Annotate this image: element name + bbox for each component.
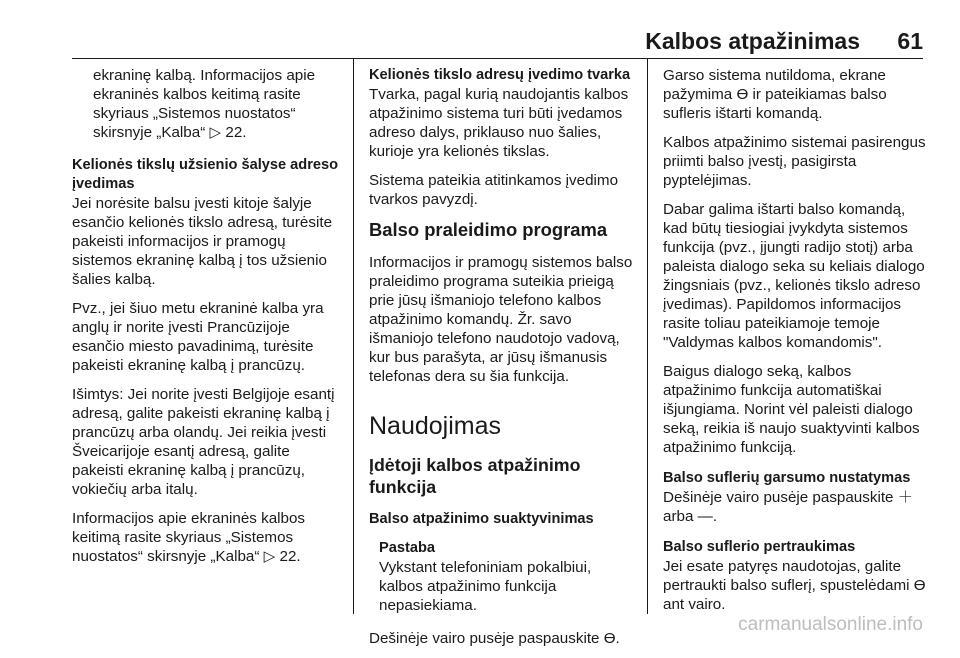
paragraph: Garso sistema nutildoma, ekrane pažymima ϴ ir pateikiamas balso sufleris ištarti komandą. [663,67,887,122]
column-divider [353,59,354,614]
paragraph: Sistema pateikia atitinkamos įvedimo tvarkos pavyzdį. [369,172,619,208]
plus-icon: ＋ [897,489,913,506]
header-rule [72,58,923,59]
chapter-title: Naudojimas [369,412,502,440]
page-header-title: Kalbos atpažinimas [645,28,860,54]
paragraph: Informacijos ir pramogų sistemos balso praleidimo programa suteikia prieigą prie jūsų išmaniojo telefono kalbos atpažinimo komandų. Žr. savo išmaniojo telefono naudotojo vadovą, kur bus parašyta, ar jūsų išmanusis telefonas dera su šia funkcija. [369,254,633,385]
page-number: 61 [897,28,923,54]
paragraph: Dešinėje vairo pusėje paspauskite ϴ. [369,630,620,647]
column-divider [647,59,648,614]
subheading: Balso atpažinimo suaktyvinimas [369,511,594,527]
column-2 [369,66,637,658]
column-3 [663,66,928,624]
subsection-title: Įdėtoji kalbos atpažinimo funkcija [369,455,581,497]
paragraph: Dešinėje vairo pusėje paspauskite ＋ arba —. [663,489,913,525]
column-1 [72,66,342,576]
paragraph: Kalbos atpažinimo sistemai pasirengus priimti balso įvestį, pasigirsta pyptelėjimas. [663,134,926,189]
paragraph: Jei norėsite balsu įvesti kitoje šalyje esančio kelionės tikslo adresą, turėsite pakeisti informacijos ir pramogų sistemos ekraninę kalbą į tos užsienio šalies kalbą. [72,195,333,288]
paragraph: Informacijos apie ekraninės kalbos keitimą rasite skyriaus „Sistemos nuostatos“ skirsnyje „Kalba“ ▷ 22. [72,510,305,565]
subheading: Balso suflerių garsumo nustatymas [663,470,911,486]
note-title: Pastaba [379,540,435,556]
section-heading: Kelionės tikslo adresų įvedimo tvarka [369,67,631,83]
reference-arrow-icon: ▷ [263,548,276,565]
minus-icon: — [697,508,713,525]
paragraph: Išimtys: Jei norite įvesti Belgijoje esantį adresą, galite pakeisti ekraninę kalbą į prancūzų arba olandų. Jei reikia įvesti Šveicarijoje esantį adresą, galite pakeisti ekraninę kalbą į prancūzų, vokiečių arba italų. [72,386,335,498]
reference-arrow-icon: ▷ [209,124,222,141]
paragraph: Tvarka, pagal kurią naudojantis kalbos atpažinimo sistema turi būti įvedamos adreso dalys, priklauso nuo šalies, kurioje yra kelionės tikslas. [369,86,629,160]
voice-recognition-icon: ϴ [603,630,616,647]
section-heading: Kelionės tikslų užsienio šalyse adreso įvedimas [72,157,339,192]
section-title: Balso praleidimo programa [369,219,608,240]
note-box [369,539,637,615]
continued-paragraph: ekraninę kalbą. Informacijos apie ekraninės kalbos keitimą rasite skyriaus „Sistemos nuostatos“ skirsnyje „Kalba“ ▷ 22. [93,67,316,141]
voice-recognition-icon: ϴ [913,577,926,594]
paragraph: Jei esate patyręs naudotojas, galite pertraukti balso suflerį, spustelėdami ϴ ant vairo. [663,558,926,613]
watermark: carmanualsonline.info [738,614,923,635]
paragraph: Pvz., jei šiuo metu ekraninė kalba yra anglų ir norite įvesti Prancūzijoje esančio miesto pavadinimą, turėsite pakeisti ekraninę kalbą į prancūzų. [72,300,324,374]
paragraph: Baigus dialogo seką, kalbos atpažinimo funkcija automatiškai išjungiama. Norint vėl paleisti dialogo seką, reikia iš naujo suaktyvinti kalbos atpažinimo funkciją. [663,363,920,456]
subheading: Balso suflerio pertraukimas [663,539,856,555]
voice-recognition-icon: ϴ [736,86,749,103]
paragraph: Dabar galima ištarti balso komandą, kad būtų tiesiogiai įvykdyta sistemos funkcija (pvz., įjungti radijo stotį) arba paleista dialogo seka su keliais dialogo žingsniais (pvz., kelionės tikslo adreso įvedimas). Papildomos informacijos rasite toliau pateikiamoje temoje "Valdymas kalbos komandomis". [663,201,925,351]
note-text: Vykstant telefoniniam pokalbiui, kalbos atpažinimo funkcija nepasiekiama. [379,559,592,614]
